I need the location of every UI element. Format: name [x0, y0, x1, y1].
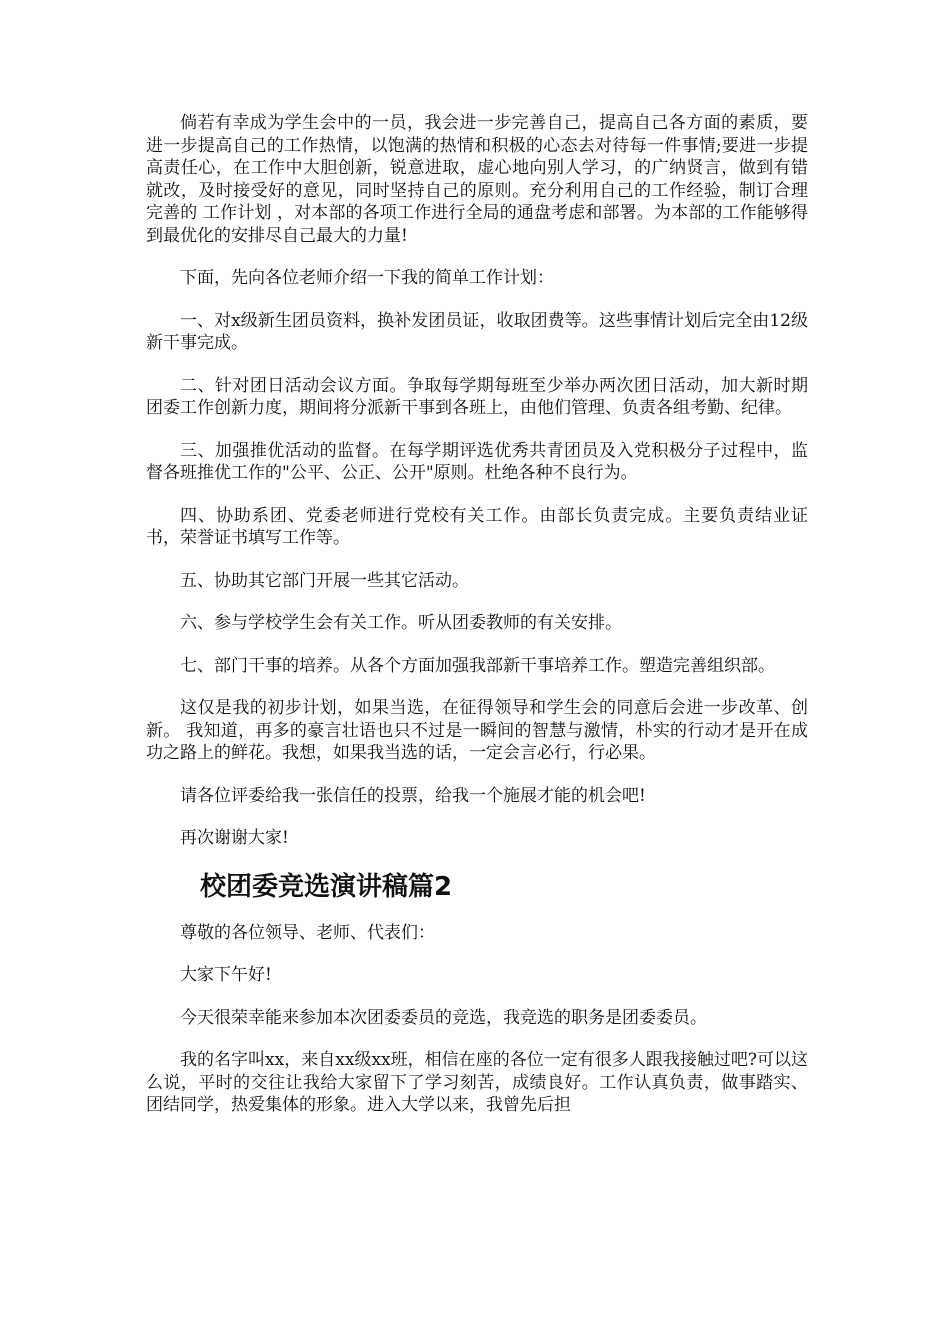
paragraph-intro-commitment: 倘若有幸成为学生会中的一员，我会进一步完善自己，提高自己各方面的素质，要进一步提高自己的工作热情，以饱满的热情和积极的心态去对待每一件事情;要进一步提高责任心，在工作中大胆创新，锐意进取，虚心地向别人学习，的广纳贤言，做到有错就改，及时接受好的意见，同时坚持自己的原则。充分利用自己的工作经验，制订合理完善的 工作计划 ，对本部的各项工作进行全局的通盘考虑和部署。为本部的工作能够得到最优化的安排尽自己最大的力量!	[146, 113, 808, 246]
section-heading: 校团委竞选演讲稿篇2	[200, 871, 453, 902]
paragraph-plan-item-5: 五、协助其它部门开展一些其它活动。	[180, 570, 469, 591]
document-page	[146, 112, 808, 1137]
paragraph-conclusion: 这仅是我的初步计划，如果当选，在征得领导和学生会的同意后会进一步改革、创新。 我知道，再多的豪言壮语也只不过是一瞬间的智慧与激情，朴实的行动才是开在成功之路上的鲜花。我想，如果我当选的话，一定会言必行，行必果。	[146, 698, 808, 763]
paragraph-plan-item-4: 四、协助系团、党委老师进行党校有关工作。由部长负责完成。主要负责结业证书，荣誉证书填写工作等。	[146, 505, 808, 548]
paragraph-plan-item-6: 六、参与学校学生会有关工作。听从团委教师的有关安排。	[180, 613, 622, 633]
paragraph-plan-item-3: 三、加强推优活动的监督。在每学期评选优秀共青团员及入党积极分子过程中，监督各班推优工作的"公平、公正、公开"原则。杜绝各种不良行为。	[146, 440, 808, 483]
paragraph-thanks: 再次谢谢大家!	[180, 828, 289, 848]
paragraph-greeting: 大家下午好!	[180, 965, 272, 985]
paragraph-vote-request: 请各位评委给我一张信任的投票，给我一个施展才能的机会吧!	[180, 785, 646, 806]
paragraph-plan-item-2: 二、针对团日活动会议方面。争取每学期每班至少举办两次团日活动，加大新时期团委工作创新力度，期间将分派新干事到各班上，由他们管理、负责各组考勤、纪律。	[146, 375, 808, 418]
paragraph-plan-item-1: 一、对x级新生团员资料，换补发团员证，收取团费等。这些事情计划后完全由12级新干事完成。	[146, 310, 808, 353]
paragraph-salutation: 尊敬的各位领导、老师、代表们：	[180, 922, 435, 943]
paragraph-self-introduction: 我的名字叫xx，来自xx级xx班，相信在座的各位一定有很多人跟我接触过吧?可以这么说，平时的交往让我给大家留下了学习刻苦，成绩良好。工作认真负责，做事踏实、团结同学，热爱集体的形象。进入大学以来，我曾先后担	[146, 1050, 808, 1115]
paragraph-plan-item-7: 七、部门干事的培养。从各个方面加强我部新干事培养工作。塑造完善组织部。	[180, 655, 775, 676]
paragraph-opening: 今天很荣幸能来参加本次团委委员的竞选，我竞选的职务是团委委员。	[180, 1007, 707, 1028]
paragraph-plan-intro: 下面，先向各位老师介绍一下我的简单工作计划：	[180, 268, 554, 288]
